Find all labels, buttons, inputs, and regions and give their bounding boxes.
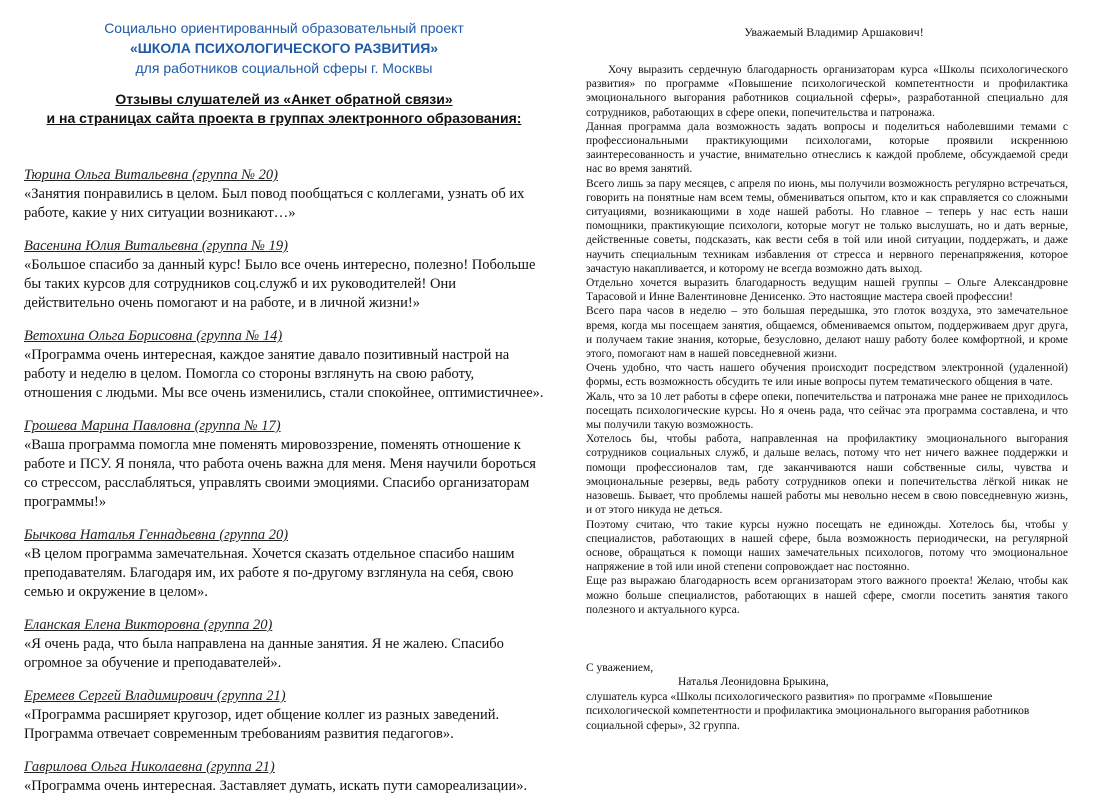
review-item <box>24 758 544 796</box>
letter-salutation: Уважаемый Владимир Аршакович! <box>744 25 924 39</box>
review-item <box>24 417 544 512</box>
review-text: «Программа расширяет кругозор, идет общение коллег из разных заведений. Программа отвечает современным требованиям развития педагогов». <box>24 707 500 742</box>
review-text: «В целом программа замечательная. Хочется сказать отдельное спасибо нашим преподавателям. Благодаря им, их работе я по-другому взглянула на себя, свою семью и окружение в целом». <box>24 546 515 600</box>
review-author: Еремеев Сергей Владимирович (группа 21) <box>24 688 286 704</box>
subheading-line: Отзывы слушателей из «Анкет обратной связи» <box>115 91 453 107</box>
review-text: «Большое спасибо за данный курс! Было все очень интересно, полезно! Побольше бы таких курсов для сотрудников соц.служб и их руководителей! Они действительно очень помогают и на работе, и в личной жизни!» <box>24 257 536 311</box>
reviews-list <box>24 166 544 796</box>
signature-regards: С уважением, <box>586 661 654 674</box>
letter-paragraph: Данная программа дала возможность задать вопросы и поделиться наболевшими темами с профессиональными практикующими психологами, которые проявили искреннюю заинтересованность и участие, внимательно отнеслись к каждой проблеме, обсуждаемой среди нас во время занятий. <box>586 120 1068 176</box>
project-title: «ШКОЛА ПСИХОЛОГИЧЕСКОГО РАЗВИТИЯ» <box>129 40 439 56</box>
letter-body <box>586 63 1068 617</box>
letter-paragraph: Всего лишь за пару месяцев, с апреля по июнь, мы получили возможность регулярно встречаться, говорить на понятные нам всем темы, обмениваться опытом, кто и как справляется со сложными ситуациями, возникающими в ходе нашей работы. Но главное – теперь у нас есть наши помощники, практикующие психологи, которые могут не только выслушать, но и дать верные, действенные советы, подсказать, как вести себя в той или иной ситуации, поддержать, и даже научить специальным техникам избавления от стресса и нервного перенапряжения, которое зачастую накапливается, и которому не всегда возможно дать выход. <box>586 177 1068 275</box>
review-text: «Ваша программа помогла мне поменять мировоззрение, поменять отношение к работе и ПСУ. Я поняла, что работа очень важна для меня. Меня научили бороться со стрессом, расслабляться, управлять своими эмоциями. Спасибо организаторам программы!» <box>24 437 536 510</box>
review-item <box>24 327 544 403</box>
letter-paragraph: Всего пара часов в неделю – это большая передышка, это глоток воздуха, это замечательное время, когда мы посещаем занятия, общаемся, обмениваемся опытом, поддерживаем друг друга, и получаем такие знания, которые, безусловно, делают нашу работу более комфортной, и кроме этого, помогают нам в нашей повседневной жизни. <box>586 305 1068 361</box>
review-text: «Я очень рада, что была направлена на данные занятия. Я не жалею. Спасибо огромное за обучение и преподавателей». <box>24 636 504 671</box>
review-author: Васенина Юлия Витальевна (группа № 19) <box>24 238 288 254</box>
review-item <box>24 237 544 313</box>
signature-description: слушатель курса «Школы психологического развития» по программе «Повышение психологической компетентности и профилактика эмоционального выгорания работников социальной сферы», 32 группа. <box>586 690 1030 732</box>
review-item <box>24 526 544 602</box>
letter-paragraph: Жаль, что за 10 лет работы в сфере опеки, попечительства и патронажа мне ранее не приходилось посещать психологические курсы. Но я очень рада, что сейчас эта программа составлена, и что мы получили такую возможность. <box>586 390 1068 432</box>
review-text: «Программа очень интересная. Заставляет думать, искать пути самореализации». <box>24 778 528 794</box>
review-author: Грошева Марина Павловна (группа № 17) <box>24 418 281 434</box>
review-author: Тюрина Ольга Витальевна (группа № 20) <box>24 167 278 183</box>
review-item <box>24 616 544 673</box>
signature-name: Наталья Леонидовна Брыкина, <box>678 676 829 689</box>
letter-paragraph: Еще раз выражаю благодарность всем организаторам этого важного проекта! Желаю, чтобы как можно больше специалистов, работающих в нашей сфере, смогли посетить занятия такого полезного и актуального курса. <box>586 575 1068 616</box>
reviews-column <box>24 18 544 810</box>
project-header <box>24 18 544 78</box>
review-text: «Программа очень интересная, каждое занятие давало позитивный настрой на работу и неделю в целом. Помогла со стороны взглянуть на свою работу, отношения с людьми. Мы все очень изменились, стали спокойнее, оптимистичнее». <box>24 347 544 401</box>
letter-signature <box>586 661 1068 734</box>
review-item <box>24 166 544 223</box>
letter-paragraph: Отдельно хочется выразить благодарность ведущим нашей группы – Ольге Александровне Тарасовой и Инне Валентиновне Денисенко. Это настоящие мастера своей профессии! <box>586 277 1068 304</box>
review-text: «Занятия понравились в целом. Был повод пообщаться с коллегами, узнать об их работе, какие у них ситуации возникают…» <box>24 186 525 221</box>
project-header-line: для работников социальной сферы г. Москвы <box>135 60 433 76</box>
subheading-line: и на страницах сайта проекта в группах электронного образования: <box>46 110 522 126</box>
letter-paragraph: Хотелось бы, чтобы работа, направленная на профилактику эмоционального выгорания сотрудников социальных служб, и дальше велась, потому что нет ничего важнее поддержки и помощи профессионалов там, где заканчиваются наши собственные силы, чувства и эмоциональные резервы, ведь работу сотрудников опеки и попечительства лёгкой никак не назовешь. Бывает, что проблемы нашей работы мы невольно несем в свою повседневную жизнь, и от этого никуда не деться. <box>586 433 1068 517</box>
letter-paragraph: Хочу выразить сердечную благодарность организаторам курса «Школы психологического развития» по программе «Повышение психологической компетентности и профилактика эмоционального выгорания работников социальной сферы», разработанной специально для сотрудников, работающих в сфере опеки, попечительства и патронажа. <box>586 64 1068 119</box>
review-author: Еланская Елена Викторовна (группа 20) <box>24 617 273 633</box>
project-header-line: Социально ориентированный образовательный проект <box>104 20 464 36</box>
letter-paragraph: Очень удобно, что часть нашего обучения происходит посредством электронной (удаленной) формы, есть возможность обсудить те или иные вопросы путем тематического общения в чате. <box>586 362 1068 389</box>
reviews-subheading <box>24 90 544 128</box>
review-author: Бычкова Наталья Геннадьевна (группа 20) <box>24 527 289 543</box>
letter-column <box>586 24 1068 733</box>
letter-paragraph: Поэтому считаю, что такие курсы нужно посещать не единожды. Хотелось бы, чтобы у специалистов, работающих в нашей сфере, была возможность периодически, на регулярной основе, обращаться к помощи наших замечательных психологов, потому что эмоциональное напряжение в той или иной степени сопровождает нас постоянно. <box>586 518 1068 574</box>
review-author: Гаврилова Ольга Николаевна (группа 21) <box>24 759 275 775</box>
review-item <box>24 687 544 744</box>
review-author: Ветохина Ольга Борисовна (группа № 14) <box>24 328 283 344</box>
